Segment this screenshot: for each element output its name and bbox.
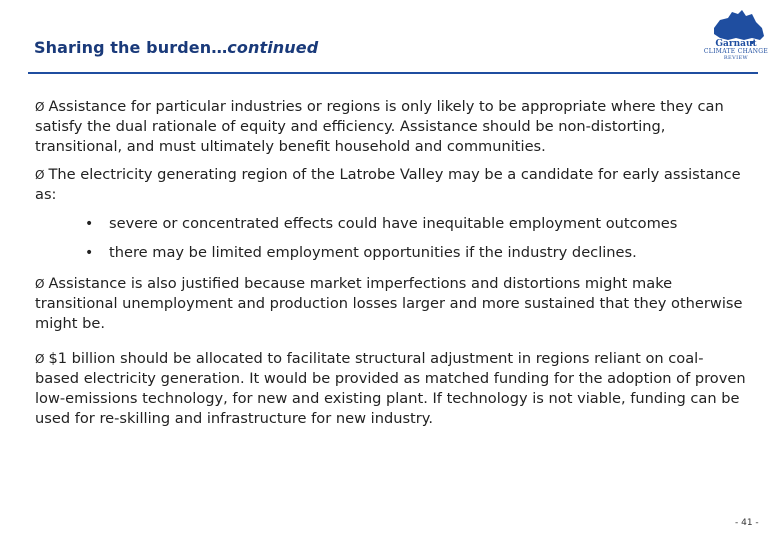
paragraph-4-text: $1 billion should be allocated to facilitate structural adjustment in regions reliant on coal-based electricity generation. It would be provided as matched funding for the adoption of proven low-emissions technology, for new and existing plant. If technology is not viable, funding can be used for re-skilling and infrastructure for new industry. (35, 350, 746, 427)
list-item (85, 243, 747, 272)
logo-line-2: CLIMATE CHANGE (703, 48, 769, 56)
paragraph-2-text: The electricity generating region of the Latrobe Valley may be a candidate for early assistance as: (35, 166, 741, 203)
paragraph-1 (35, 97, 747, 157)
bullet-icon: • (85, 245, 94, 261)
list-item-text: there may be limited employment opportunities if the industry declines. (109, 244, 637, 261)
list-item (85, 214, 747, 243)
list-item-text: severe or concentrated effects could have inequitable employment outcomes (109, 215, 678, 232)
title-continued: continued (227, 38, 319, 57)
bullet-icon: • (85, 216, 94, 232)
sub-bullet-list (85, 214, 747, 272)
paragraph-1-text: Assistance for particular industries or regions is only likely to be appropriate where they can satisfy the dual rationale of equity and efficiency. Assistance should be non-distorting, transitional, and must ultimately benefit household and communities. (35, 98, 724, 155)
paragraph-3-text: Assistance is also justified because market imperfections and distortions might make transitional unemployment and production losses larger and more sustained that they otherwise might be. (35, 275, 743, 332)
arrow-bullet-icon: Ø (35, 100, 45, 114)
arrow-bullet-icon: Ø (35, 168, 45, 182)
page-number: - 41 - (735, 518, 759, 528)
arrow-bullet-icon: Ø (35, 277, 45, 291)
slide-title (34, 38, 318, 57)
paragraph-2 (35, 165, 747, 205)
arrow-bullet-icon: Ø (35, 352, 45, 366)
paragraph-3 (35, 274, 747, 334)
logo-line-3: REVIEW (723, 54, 749, 61)
logo-text (694, 40, 778, 61)
logo-line-1: Garnaut (715, 39, 757, 49)
title-divider (28, 72, 758, 74)
title-main: Sharing the burden… (34, 38, 228, 57)
paragraph-4 (35, 349, 747, 429)
slide-body (35, 97, 747, 429)
